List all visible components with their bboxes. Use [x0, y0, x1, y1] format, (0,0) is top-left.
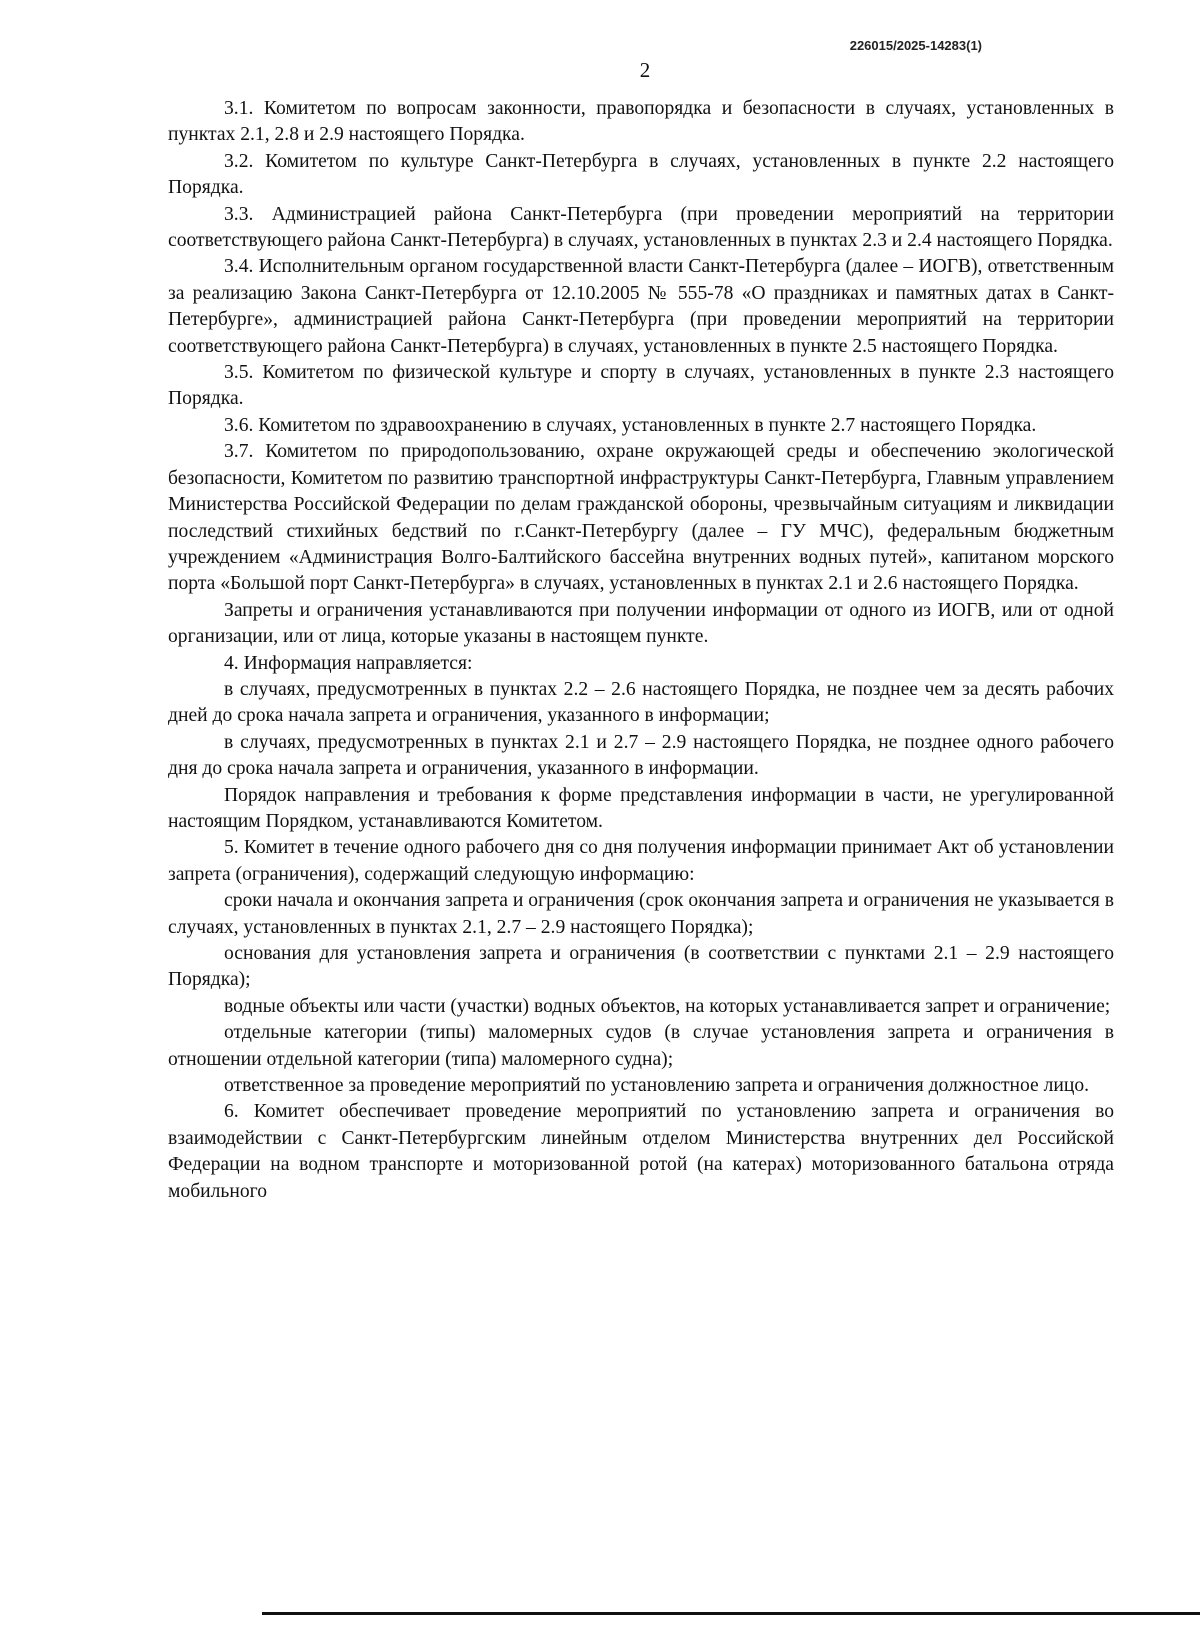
- paragraph-5-item-4: отдельные категории (типы) маломерных судов (в случае установления запрета и ограничения в отношении отдельной категории (типа) маломерного судна);: [168, 1022, 1114, 1070]
- paragraph-5-item-2: основания для установления запрета и ограничения (в соответствии с пунктами 2.1 – 2.9 настоящего Порядка);: [168, 943, 1114, 991]
- paragraph-5: 5. Комитет в течение одного рабочего дня со дня получения информации принимает Акт об установлении запрета (ограничения), содержащий следующую информацию:: [168, 837, 1114, 885]
- paragraph-4: 4. Информация направляется:: [224, 652, 473, 674]
- document-body: [168, 96, 1114, 1205]
- paragraph-procedure: Порядок направления и требования к форме представления информации в части, не урегулированной настоящим Порядком, устанавливаются Комитетом.: [168, 784, 1114, 832]
- scan-edge-line: [262, 1612, 1200, 1615]
- paragraph-5-item-5: ответственное за проведение мероприятий по установлению запрета и ограничения должностное лицо.: [224, 1075, 1090, 1097]
- paragraph-3-3: 3.3. Администрацией района Санкт-Петербурга (при проведении мероприятий на территории соответствующего района Санкт-Петербурга) в случаях, установленных в пунктах 2.3 и 2.4 настоящего Порядка.: [168, 203, 1114, 252]
- paragraph-5-item-3: водные объекты или части (участки) водных объектов, на которых устанавливается запрет и ограничение;: [224, 995, 1111, 1017]
- paragraph-3-1: 3.1. Комитетом по вопросам законности, правопорядка и безопасности в случаях, установленных в пунктах 2.1, 2.8 и 2.9 настоящего Порядка.: [168, 98, 1114, 146]
- paragraph-3-5: 3.5. Комитетом по физической культуре и спорту в случаях, установленных в пункте 2.3 настоящего Порядка.: [168, 362, 1114, 410]
- paragraph-4-case-1: в случаях, предусмотренных в пунктах 2.2 – 2.6 настоящего Порядка, не позднее чем за десять рабочих дней до срока начала запрета и ограничения, указанного в информации;: [168, 678, 1114, 727]
- paragraph-3-4: 3.4. Исполнительным органом государственной власти Санкт-Петербурга (далее – ИОГВ), ответственным за реализацию Закона Санкт-Петербурга от 12.10.2005 № 555-78 «О праздниках и памятных датах в Санкт-Петербурге», администрацией района Санкт-Петербурга (при проведении мероприятий на территории соответствующего района Санкт-Петербурга) в случаях, установленных в пункте 2.5 настоящего Порядка.: [168, 256, 1114, 357]
- page-number: 2: [639, 58, 651, 82]
- paragraph-3-6: 3.6. Комитетом по здравоохранению в случаях, установленных в пункте 2.7 настоящего Порядка.: [224, 414, 1037, 436]
- document-registration-number: 226015/2025-14283(1): [849, 38, 982, 53]
- paragraph-3-2: 3.2. Комитетом по культуре Санкт-Петербурга в случаях, установленных в пункте 2.2 настоящего Порядка.: [168, 150, 1114, 199]
- paragraph-4-case-2: в случаях, предусмотренных в пунктах 2.1 и 2.7 – 2.9 настоящего Порядка, не позднее одного рабочего дня до срока начала запрета и ограничения, указанного в информации.: [168, 731, 1114, 780]
- paragraph-3-7: 3.7. Комитетом по природопользованию, охране окружающей среды и обеспечению экологической безопасности, Комитетом по развитию транспортной инфраструктуры Санкт-Петербурга, Главным управлением Министерства Российской Федерации по делам гражданской обороны, чрезвычайным ситуациям и ликвидации последствий стихийных бедствий по г.Санкт-Петербургу (далее – ГУ МЧС), федеральным бюджетным учреждением «Администрация Волго-Балтийского бассейна внутренних водных путей», капитаном морского порта «Большой порт Санкт-Петербурга» в случаях, установленных в пунктах 2.1 и 2.6 настоящего Порядка.: [168, 441, 1114, 595]
- paragraph-5-item-1: сроки начала и окончания запрета и ограничения (срок окончания запрета и ограничения не указывается в случаях, установленных в пунктах 2.1, 2.7 – 2.9 настоящего Порядка);: [168, 890, 1114, 938]
- paragraph-restrictions: Запреты и ограничения устанавливаются при получении информации от одного из ИОГВ, или от одной организации, или от лица, которые указаны в настоящем пункте.: [168, 599, 1114, 648]
- paragraph-6: 6. Комитет обеспечивает проведение мероприятий по установлению запрета и ограничения во взаимодействии с Санкт-Петербургским линейным отделом Министерства внутренних дел Российской Федерации на водном транспорте и моторизованной ротой (на катерах) моторизованного батальона отряда мобильного: [168, 1101, 1114, 1202]
